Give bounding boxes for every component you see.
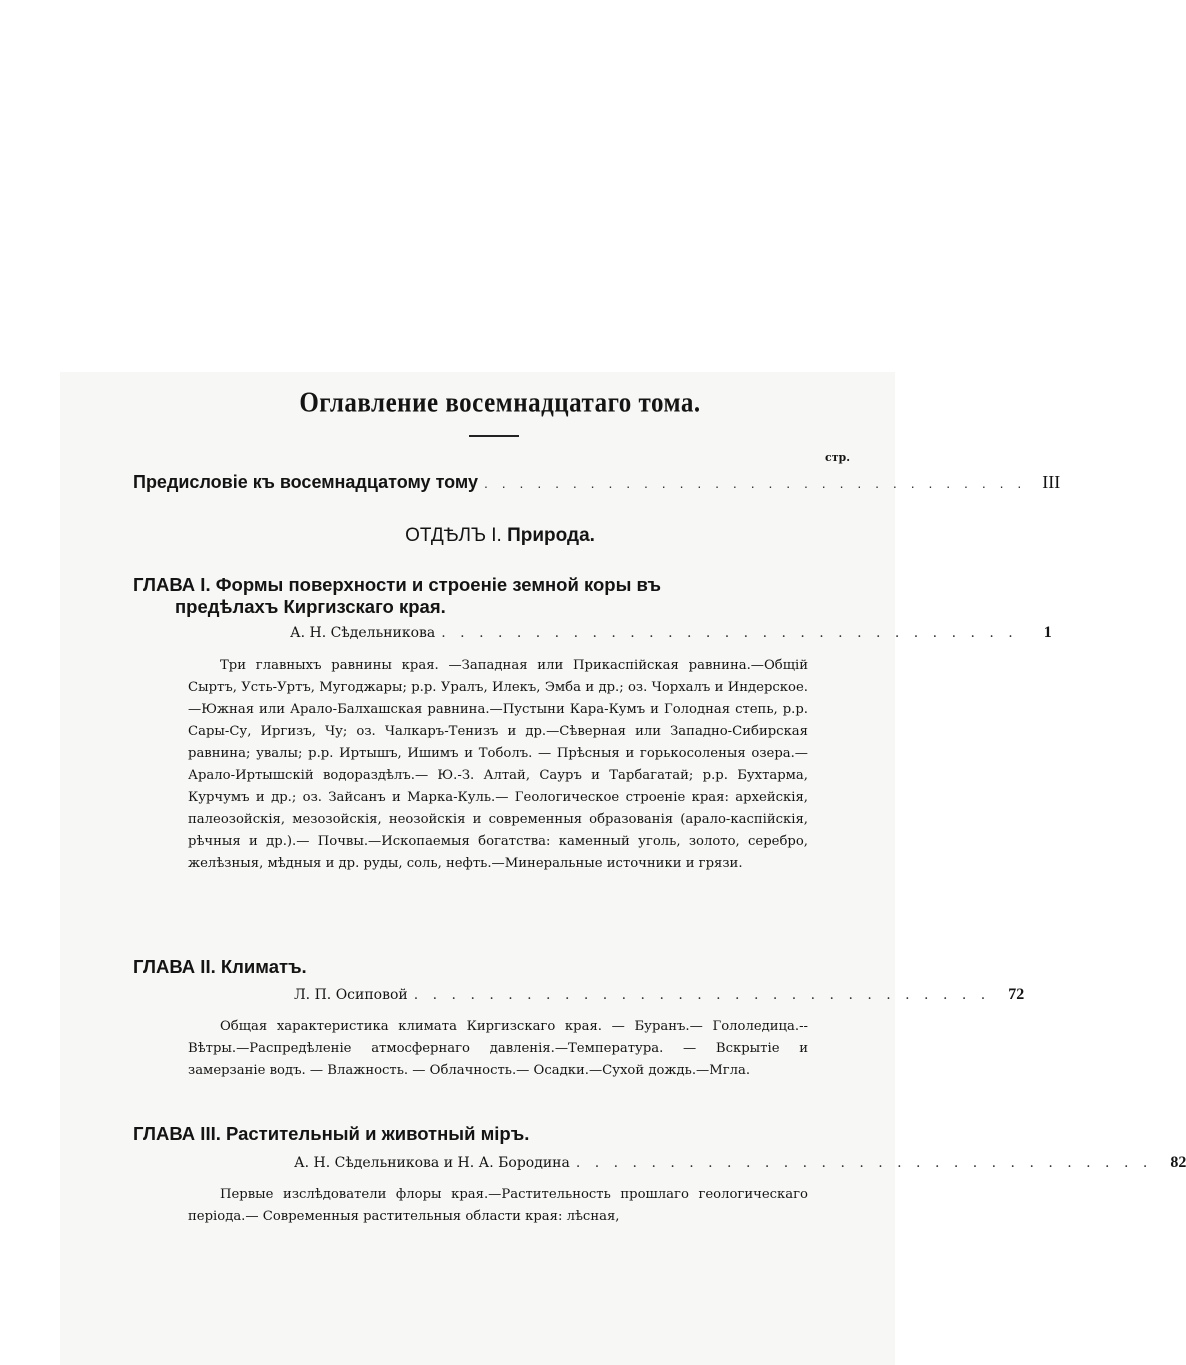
chapter-1-heading[interactable] (133, 574, 833, 618)
leader-dots: . . . . . . . . . . . . . . . . . . . . . . . . . . . . . . . (441, 625, 1018, 641)
chapter-2-heading-line1: ГЛАВА II. Климатъ. (133, 956, 307, 977)
chapter-1-heading-line1: ГЛАВА I. Формы поверхности и строеніе земной коры въ (133, 574, 661, 595)
chapter-1-author-entry[interactable] (290, 624, 1052, 642)
preface-page: III (1042, 472, 1061, 492)
chapter-3-summary-text: Первые изслѣдователи флоры края.—Растительность прошлаго геологическаго періода.— Современныя растительныя области края: лѣсная, (188, 1187, 808, 1224)
page-column-header: стр. (825, 451, 851, 464)
chapter-1-summary-text: Три главныхъ равнины края. —Западная или Прикаспійская равнина.—Общій Сыртъ, Усть-Уртъ, Мугоджары; р.р. Уралъ, Илекъ, Эмба и др.; оз. Чорхалъ и Индерское.—Южная или Арало-Балхашская равнина.—Пустыни Кара-Кумъ и Голодная степь, р.р. Сары-Су, Иргизъ, Чу; оз. Чалкаръ-Тенизъ и др.—Сѣверная или Западно-Сибирская равнина; увалы; р.р. Иртышъ, Ишимъ и Тоболъ. — Прѣсныя и горькосоленыя озера.—Арало-Иртышскій водораздѣлъ.— Ю.-З. Алтай, Сауръ и Тарбагатай; р.р. Бухтарма, Курчумъ и др.; оз. Зайсанъ и Марка-Куль.— Геологическое строеніе края: архейскія, палеозойскія, мезозойскія, неозойскія и современныя образованія (арало-каспійскія, рѣчныя и др.).— Почвы.—Ископаемыя богатства: каменный уголь, золото, серебро, желѣзныя, мѣдныя и др. руды, соль, нефть.—Минеральные источники и грязи. (188, 658, 808, 871)
leader-dots: . . . . . . . . . . . . . . . . . . . . . . . . . . . . . . . (484, 475, 1027, 491)
chapter-3-heading-line1: ГЛАВА III. Растительный и животный міръ. (133, 1123, 530, 1144)
chapter-3-author-entry[interactable] (294, 1154, 1186, 1172)
chapter-3-heading[interactable] (133, 1123, 833, 1145)
section-name: Природа. (507, 525, 595, 546)
section-heading (0, 525, 1000, 547)
page-title: Оглавление восемнадцатаго тома. (299, 388, 701, 419)
chapter-3-author: А. Н. Сѣдельникова и Н. А. Бородина (294, 1155, 570, 1171)
section-prefix: ОТДѢЛЪ I. (405, 525, 502, 546)
chapter-2-page: 72 (1008, 986, 1025, 1003)
leader-dots: . . . . . . . . . . . . . . . . . . . . . . . . . . . . . . . (413, 987, 991, 1003)
chapter-1-summary (188, 655, 808, 875)
chapter-1-author: А. Н. Сѣдельникова (290, 625, 436, 641)
preface-entry[interactable] (133, 472, 1061, 493)
preface-label: Предисловіе къ восемнадцатому тому (133, 472, 478, 492)
chapter-3-page: 82 (1170, 1154, 1186, 1171)
chapter-2-summary (188, 1016, 808, 1082)
chapter-2-summary-text: Общая характеристика климата Киргизскаго края. — Буранъ.— Гололедица.--Вѣтры.—Распредѣленіе атмосфернаго давленія.—Температура. — Вскрытіе и замерзаніе водъ. — Влажность. — Облачность.— Осадки.—Сухой дождь.—Мгла. (188, 1019, 808, 1078)
leader-dots: . . . . . . . . . . . . . . . . . . . . . . . . . . . . . . . (575, 1155, 1153, 1171)
chapter-2-author: Л. П. Осиповой (294, 987, 408, 1003)
title-rule (469, 435, 519, 437)
chapter-2-heading[interactable] (133, 956, 833, 978)
chapter-2-author-entry[interactable] (294, 986, 1025, 1004)
chapter-3-summary (188, 1184, 808, 1228)
chapter-1-heading-line2: предѣлахъ Киргизскаго края. (175, 596, 446, 617)
chapter-1-page: 1 (1043, 624, 1052, 641)
